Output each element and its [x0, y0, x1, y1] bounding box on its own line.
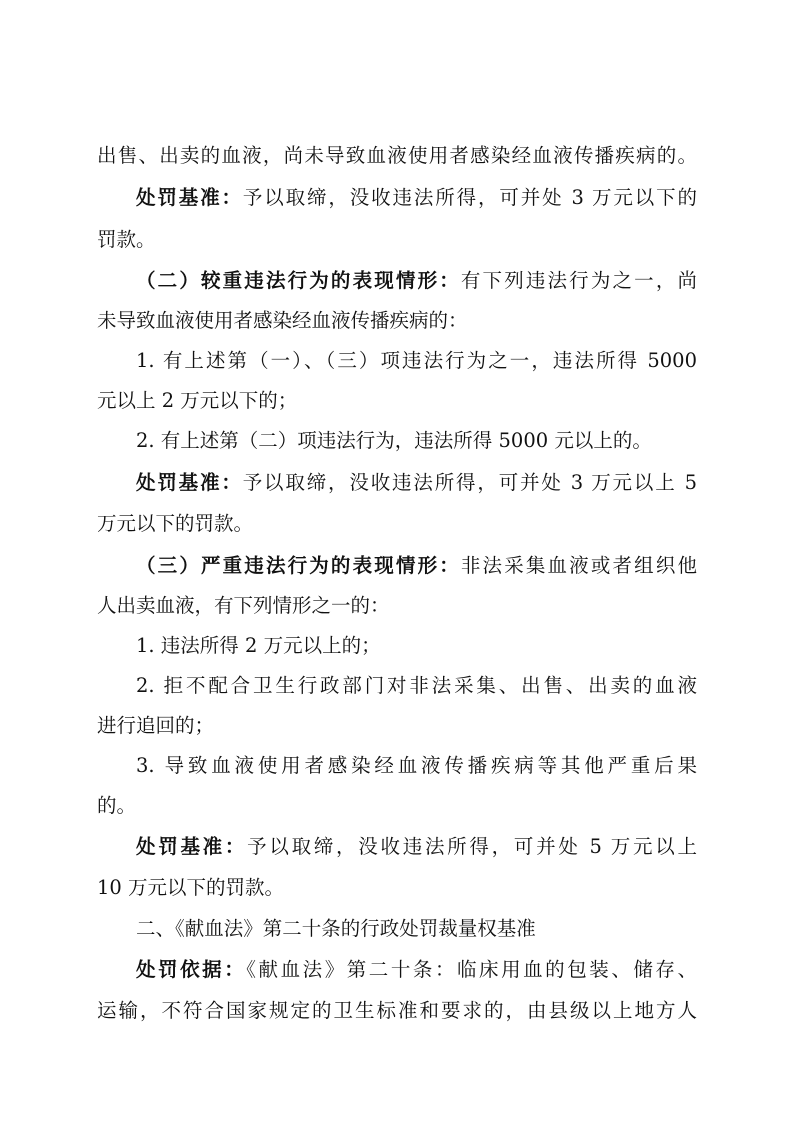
text-line: 运输，不符合国家规定的卫生标准和要求的，由县级以上地方人	[97, 999, 697, 1022]
text-line: 3. 导致血液使用者感染经血液传播疾病等其他严重后果	[136, 754, 697, 777]
text-line: 2. 有上述第（二）项违法行为，违法所得 5000 元以上的。	[136, 429, 652, 452]
text-line: （三）严重违法行为的表现情形：非法采集血液或者组织他	[136, 554, 697, 577]
text-line: 10 万元以下的罚款。	[97, 876, 285, 899]
text-line: 出售、出卖的血液，尚未导致血液使用者感染经血液传播疾病的。	[97, 144, 697, 167]
text-line: 罚款。	[97, 228, 156, 251]
text-line: 的。	[97, 794, 137, 817]
text-line: 人出卖血液，有下列情形之一的：	[97, 594, 390, 617]
text-line: 处罚基准：予以取缔，没收违法所得，可并处 3 万元以上 5	[136, 471, 697, 494]
text-line: 2. 拒不配合卫生行政部门对非法采集、出售、出卖的血液	[136, 674, 697, 697]
text-line: 处罚基准：予以取缔，没收违法所得，可并处 3 万元以下的	[136, 186, 697, 209]
text-line: 万元以下的罚款。	[97, 512, 254, 535]
text-line: 进行追回的；	[97, 714, 215, 737]
text-line: （二）较重违法行为的表现情形：有下列违法行为之一，尚	[136, 269, 697, 292]
text-line: 1. 违法所得 2 万元以上的；	[136, 634, 381, 657]
text-line: 元以上 2 万元以下的；	[97, 389, 298, 412]
text-line: 1. 有上述第（一）、（三）项违法行为之一，违法所得 5000	[136, 349, 697, 372]
text-line: 处罚依据：《献血法》第二十条：临床用血的包装、储存、	[136, 958, 697, 981]
text-line: 处罚基准：予以取缔，没收违法所得，可并处 5 万元以上	[136, 835, 697, 858]
text-line: 未导致血液使用者感染经血液传播疾病的：	[97, 309, 468, 332]
section-heading: 二、《献血法》第二十条的行政处罚裁量权基准	[136, 917, 536, 940]
